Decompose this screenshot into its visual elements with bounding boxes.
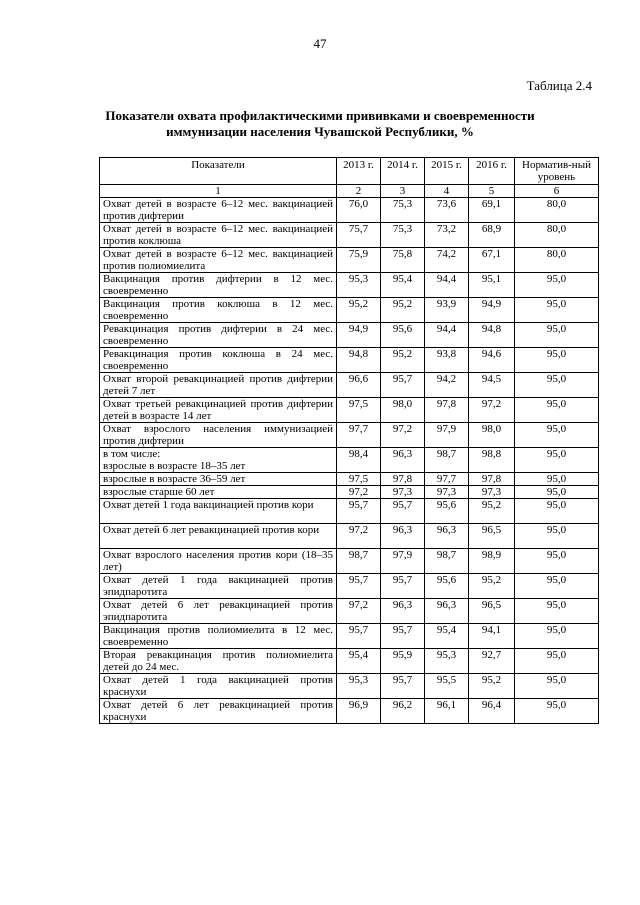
value-2013-cell: 95,7	[337, 574, 381, 599]
value-2016-cell: 69,1	[469, 198, 515, 223]
value-2015-cell: 95,3	[425, 649, 469, 674]
value-2015-cell: 93,9	[425, 298, 469, 323]
index-cell: 4	[425, 185, 469, 198]
norm-cell: 95,0	[515, 599, 599, 624]
table-row	[100, 223, 599, 248]
value-2016-cell: 96,4	[469, 699, 515, 724]
value-2014-cell: 95,2	[381, 348, 425, 373]
value-2013-cell: 95,4	[337, 649, 381, 674]
value-2015-cell: 94,4	[425, 323, 469, 348]
value-2013-cell: 98,7	[337, 549, 381, 574]
value-2014-cell: 97,3	[381, 486, 425, 499]
value-2016-cell: 98,9	[469, 549, 515, 574]
page-number: 47	[313, 36, 327, 51]
value-2016-cell: 95,2	[469, 574, 515, 599]
value-2014-cell: 95,7	[381, 574, 425, 599]
indicator-cell: в том числе: взрослые в возрасте 18–35 лет	[100, 448, 337, 473]
value-2014-cell: 97,9	[381, 549, 425, 574]
indicator-cell: Охват детей 1 года вакцинацией против кори	[100, 499, 337, 524]
norm-cell: 95,0	[515, 298, 599, 323]
table-row	[100, 423, 599, 448]
norm-cell: 80,0	[515, 223, 599, 248]
norm-cell: 95,0	[515, 323, 599, 348]
index-cell: 1	[100, 185, 337, 198]
index-row	[100, 185, 599, 198]
value-2013-cell: 98,4	[337, 448, 381, 473]
value-2014-cell: 95,2	[381, 298, 425, 323]
value-2014-cell: 75,3	[381, 198, 425, 223]
norm-cell: 95,0	[515, 524, 599, 549]
value-2013-cell: 97,2	[337, 599, 381, 624]
norm-cell: 95,0	[515, 549, 599, 574]
table-row	[100, 524, 599, 549]
norm-cell: 95,0	[515, 448, 599, 473]
value-2015-cell: 73,6	[425, 198, 469, 223]
table-row	[100, 699, 599, 724]
table-row	[100, 499, 599, 524]
index-cell: 2	[337, 185, 381, 198]
norm-cell: 80,0	[515, 198, 599, 223]
value-2016-cell: 95,2	[469, 499, 515, 524]
value-2014-cell: 95,4	[381, 273, 425, 298]
value-2015-cell: 96,3	[425, 524, 469, 549]
table-row	[100, 599, 599, 624]
indicator-cell: Ревакцинация против дифтерии в 24 мес. своевременно	[100, 323, 337, 348]
value-2014-cell: 95,7	[381, 624, 425, 649]
table-row	[100, 574, 599, 599]
value-2015-cell: 74,2	[425, 248, 469, 273]
indicator-cell: Охват детей 1 года вакцинацией против эпидпаротита	[100, 574, 337, 599]
table-title: Показатели охвата профилактическими прививками и своевременности иммунизации населения Чувашской Республики, %	[105, 108, 535, 139]
value-2013-cell: 95,3	[337, 674, 381, 699]
value-2016-cell: 94,8	[469, 323, 515, 348]
value-2015-cell: 94,4	[425, 273, 469, 298]
value-2016-cell: 96,5	[469, 524, 515, 549]
indicator-cell: Охват детей в возрасте 6–12 мес. вакцинацией против дифтерии	[100, 198, 337, 223]
value-2013-cell: 97,2	[337, 486, 381, 499]
value-2016-cell: 94,1	[469, 624, 515, 649]
value-2015-cell: 96,1	[425, 699, 469, 724]
value-2015-cell: 97,3	[425, 486, 469, 499]
indicator-cell: Вакцинация против дифтерии в 12 мес. своевременно	[100, 273, 337, 298]
header-row	[100, 158, 599, 185]
indicator-cell: Охват детей 6 лет ревакцинацией против краснухи	[100, 699, 337, 724]
table-row	[100, 198, 599, 223]
value-2016-cell: 94,6	[469, 348, 515, 373]
value-2016-cell: 67,1	[469, 248, 515, 273]
value-2014-cell: 95,7	[381, 674, 425, 699]
norm-cell: 95,0	[515, 348, 599, 373]
indicator-cell: Охват детей 6 лет ревакцинацией против эпидпаротита	[100, 599, 337, 624]
value-2016-cell: 95,2	[469, 674, 515, 699]
header-2013: 2013 г.	[337, 158, 381, 185]
indicator-cell: Охват взрослого населения против кори (18–35 лет)	[100, 549, 337, 574]
value-2016-cell: 97,2	[469, 398, 515, 423]
table-row	[100, 373, 599, 398]
norm-cell: 95,0	[515, 373, 599, 398]
norm-cell: 95,0	[515, 674, 599, 699]
value-2013-cell: 76,0	[337, 198, 381, 223]
table-row	[100, 323, 599, 348]
indicator-cell: Охват детей в возрасте 6–12 мес. вакцинацией против полиомиелита	[100, 248, 337, 273]
indicator-cell: взрослые в возрасте 36–59 лет	[100, 473, 337, 486]
indicator-cell: Вторая ревакцинация против полиомиелита детей до 24 мес.	[100, 649, 337, 674]
table-row	[100, 248, 599, 273]
value-2013-cell: 75,7	[337, 223, 381, 248]
value-2016-cell: 94,5	[469, 373, 515, 398]
value-2013-cell: 94,8	[337, 348, 381, 373]
value-2014-cell: 95,9	[381, 649, 425, 674]
norm-cell: 95,0	[515, 574, 599, 599]
value-2015-cell: 98,7	[425, 549, 469, 574]
norm-cell: 95,0	[515, 398, 599, 423]
value-2014-cell: 96,3	[381, 448, 425, 473]
table-row	[100, 398, 599, 423]
table-row	[100, 298, 599, 323]
value-2014-cell: 75,3	[381, 223, 425, 248]
value-2013-cell: 97,2	[337, 524, 381, 549]
table-row	[100, 473, 599, 486]
table-row	[100, 486, 599, 499]
value-2013-cell: 75,9	[337, 248, 381, 273]
immunization-table	[99, 157, 599, 724]
value-2016-cell: 96,5	[469, 599, 515, 624]
norm-cell: 95,0	[515, 499, 599, 524]
value-2015-cell: 97,9	[425, 423, 469, 448]
indicator-cell: взрослые старше 60 лет	[100, 486, 337, 499]
value-2016-cell: 94,9	[469, 298, 515, 323]
indicator-cell: Охват детей 6 лет ревакцинацией против кори	[100, 524, 337, 549]
table-row	[100, 273, 599, 298]
table-label: Таблица 2.4	[526, 78, 592, 93]
value-2013-cell: 94,9	[337, 323, 381, 348]
header-2015: 2015 г.	[425, 158, 469, 185]
value-2013-cell: 95,3	[337, 273, 381, 298]
norm-cell: 80,0	[515, 248, 599, 273]
indicator-cell: Вакцинация против коклюша в 12 мес. своевременно	[100, 298, 337, 323]
indicator-cell: Охват детей в возрасте 6–12 мес. вакцинацией против коклюша	[100, 223, 337, 248]
value-2016-cell: 68,9	[469, 223, 515, 248]
value-2015-cell: 73,2	[425, 223, 469, 248]
value-2014-cell: 97,8	[381, 473, 425, 486]
value-2015-cell: 94,2	[425, 373, 469, 398]
value-2013-cell: 95,2	[337, 298, 381, 323]
value-2015-cell: 97,8	[425, 398, 469, 423]
table-row	[100, 448, 599, 473]
norm-cell: 95,0	[515, 649, 599, 674]
norm-cell: 95,0	[515, 699, 599, 724]
norm-cell: 95,0	[515, 624, 599, 649]
value-2016-cell: 95,1	[469, 273, 515, 298]
value-2013-cell: 96,9	[337, 699, 381, 724]
header-indicator: Показатели	[100, 158, 337, 185]
value-2013-cell: 95,7	[337, 499, 381, 524]
table-row	[100, 649, 599, 674]
header-2016: 2016 г.	[469, 158, 515, 185]
indicator-cell: Вакцинация против полиомиелита в 12 мес. своевременно	[100, 624, 337, 649]
table-row	[100, 624, 599, 649]
value-2013-cell: 97,7	[337, 423, 381, 448]
value-2014-cell: 96,2	[381, 699, 425, 724]
header-2014: 2014 г.	[381, 158, 425, 185]
value-2015-cell: 95,6	[425, 574, 469, 599]
table-row	[100, 348, 599, 373]
value-2014-cell: 95,6	[381, 323, 425, 348]
value-2015-cell: 93,8	[425, 348, 469, 373]
value-2014-cell: 97,2	[381, 423, 425, 448]
value-2015-cell: 96,3	[425, 599, 469, 624]
value-2015-cell: 95,5	[425, 674, 469, 699]
value-2013-cell: 97,5	[337, 398, 381, 423]
value-2016-cell: 92,7	[469, 649, 515, 674]
value-2014-cell: 98,0	[381, 398, 425, 423]
value-2015-cell: 98,7	[425, 448, 469, 473]
value-2014-cell: 75,8	[381, 248, 425, 273]
norm-cell: 95,0	[515, 486, 599, 499]
norm-cell: 95,0	[515, 473, 599, 486]
indicator-cell: Ревакцинация против коклюша в 24 мес. своевременно	[100, 348, 337, 373]
norm-cell: 95,0	[515, 423, 599, 448]
norm-cell: 95,0	[515, 273, 599, 298]
value-2014-cell: 95,7	[381, 499, 425, 524]
value-2016-cell: 98,8	[469, 448, 515, 473]
value-2015-cell: 97,7	[425, 473, 469, 486]
value-2016-cell: 98,0	[469, 423, 515, 448]
value-2015-cell: 95,6	[425, 499, 469, 524]
index-cell: 5	[469, 185, 515, 198]
header-norm: Норматив-ный уровень	[515, 158, 599, 185]
value-2014-cell: 96,3	[381, 599, 425, 624]
value-2014-cell: 95,7	[381, 373, 425, 398]
value-2013-cell: 97,5	[337, 473, 381, 486]
value-2014-cell: 96,3	[381, 524, 425, 549]
indicator-cell: Охват второй ревакцинацией против дифтерии детей 7 лет	[100, 373, 337, 398]
index-cell: 6	[515, 185, 599, 198]
value-2013-cell: 96,6	[337, 373, 381, 398]
indicator-cell: Охват детей 1 года вакцинацией против краснухи	[100, 674, 337, 699]
indicator-cell: Охват третьей ревакцинацией против дифтерии детей в возрасте 14 лет	[100, 398, 337, 423]
index-cell: 3	[381, 185, 425, 198]
table-row	[100, 674, 599, 699]
value-2013-cell: 95,7	[337, 624, 381, 649]
table-row	[100, 549, 599, 574]
value-2015-cell: 95,4	[425, 624, 469, 649]
indicator-cell: Охват взрослого населения иммунизацией против дифтерии	[100, 423, 337, 448]
value-2016-cell: 97,8	[469, 473, 515, 486]
value-2016-cell: 97,3	[469, 486, 515, 499]
